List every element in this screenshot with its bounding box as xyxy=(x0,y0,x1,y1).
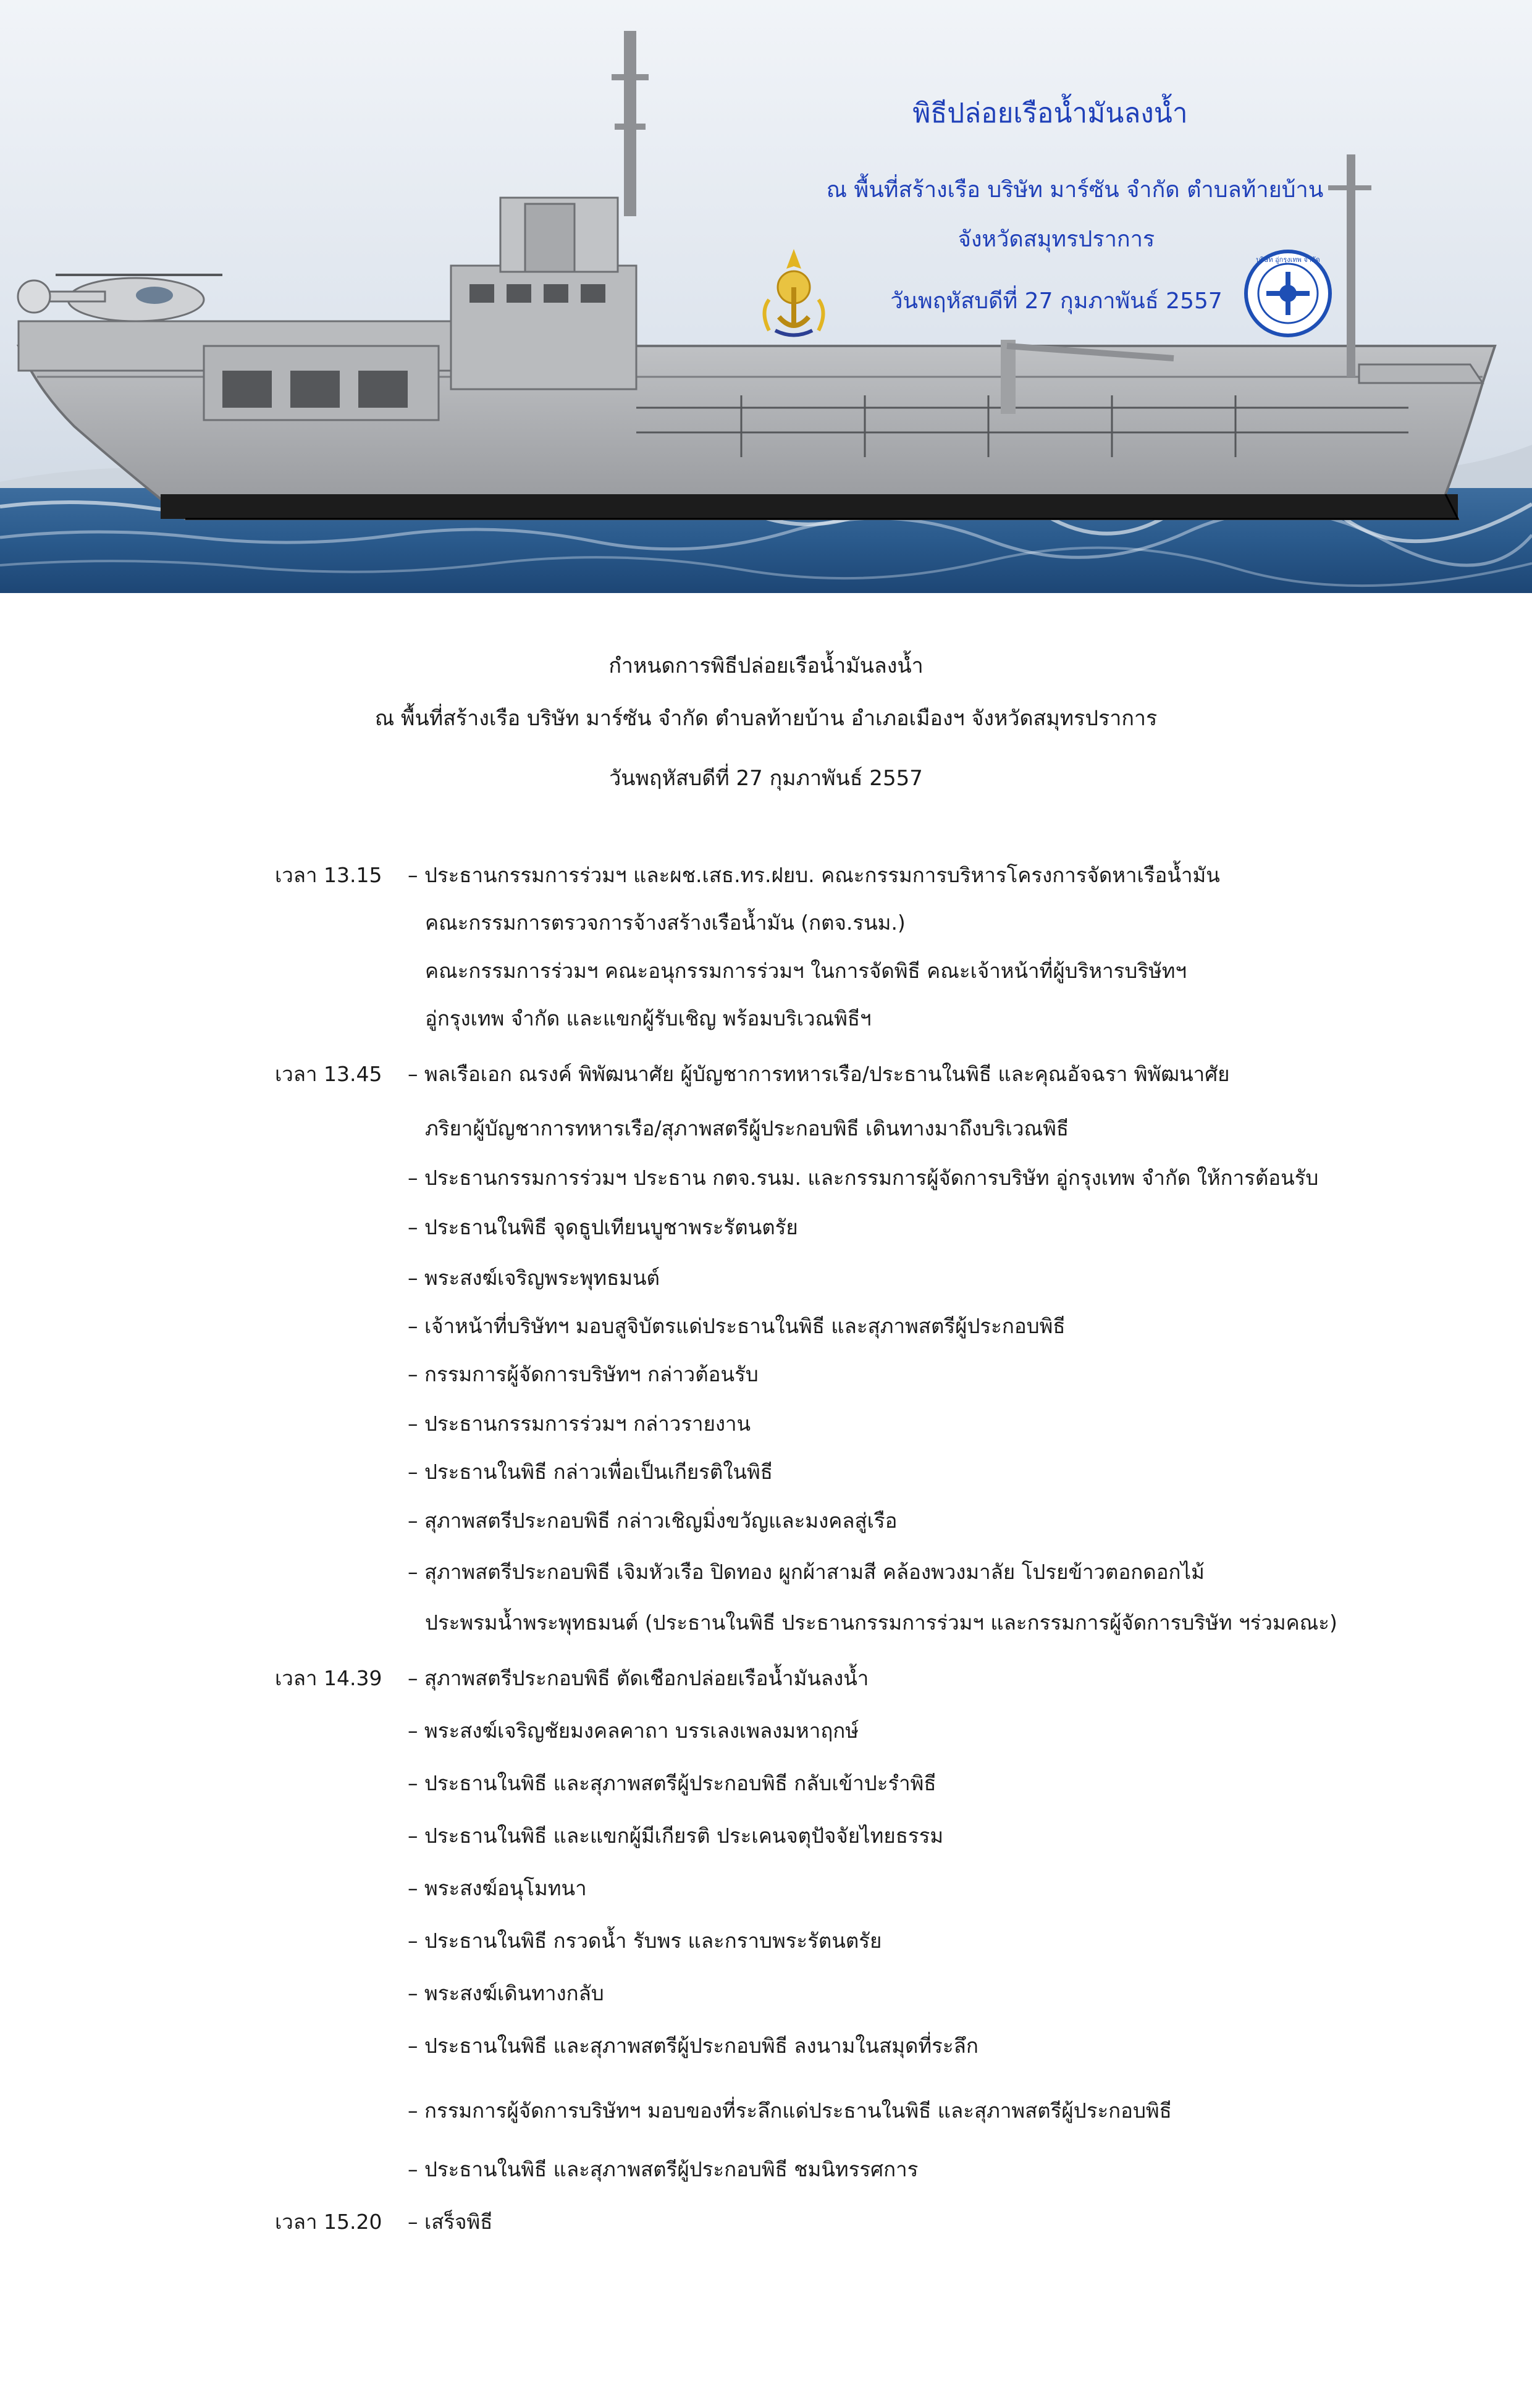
schedule-date: วันพฤหัสบดีที่ 27 กุมภาพันธ์ 2557 xyxy=(609,766,923,791)
schedule-line: – ประธานกรรมการร่วมฯ ประธาน กตจ.รนม. และกรรมการผู้จัดการบริษัท อู่กรุงเทพ จำกัด ให้การต้อนรับ xyxy=(408,1166,1319,1190)
schedule-line: – ประธานในพิธี และสุภาพสตรีผู้ประกอบพิธี กลับเข้าปะรำพิธี xyxy=(408,1771,936,1795)
schedule-title: กำหนดการพิธีปล่อยเรือน้ำมันลงน้ำ xyxy=(608,654,924,678)
time-1439: เวลา 14.39 xyxy=(275,1666,382,1690)
schedule-line: ประพรมน้ำพระพุทธมนต์ (ประธานในพิธี ประธานกรรมการร่วมฯ และกรรมการผู้จัดการบริษัท ฯร่วมคณะ) xyxy=(425,1610,1337,1635)
schedule-location: ณ พื้นที่สร้างเรือ บริษัท มาร์ซัน จำกัด ตำบลท้ายบ้าน อำเภอเมืองฯ จังหวัดสมุทรปราการ xyxy=(374,706,1158,731)
schedule-line: – พระสงฆ์เจริญพระพุทธมนต์ xyxy=(408,1266,660,1290)
time-1520: เวลา 15.20 xyxy=(275,2210,382,2234)
schedule-line: คณะกรรมการตรวจการจ้างสร้างเรือน้ำมัน (กตจ.รนม.) xyxy=(425,911,906,935)
schedule-line: – พระสงฆ์อนุโมทนา xyxy=(408,1876,587,1900)
time-1315: เวลา 13.15 xyxy=(275,863,382,887)
banner-title: พิธีปล่อยเรือน้ำมันลงน้ำ xyxy=(912,98,1188,129)
schedule-line: – ประธานกรรมการร่วมฯ และผช.เสธ.ทร.ฝยบ. คณะกรรมการบริหารโครงการจัดหาเรือน้ำมัน xyxy=(408,863,1220,887)
time-1345: เวลา 13.45 xyxy=(275,1062,382,1086)
schedule-line: – ประธานในพิธี และแขกผู้มีเกียรติ ประเคนจตุปัจจัยไทยธรรม xyxy=(408,1824,944,1848)
header-banner xyxy=(0,0,1532,593)
schedule-line: – พลเรือเอก ณรงค์ พิพัฒนาศัย ผู้บัญชาการทหารเรือ/ประธานในพิธี และคุณอัจฉรา พิพัฒนาศัย xyxy=(408,1062,1230,1086)
schedule-line: – กรรมการผู้จัดการบริษัทฯ กล่าวต้อนรับ xyxy=(408,1362,759,1386)
schedule-line: – เสร็จพิธี xyxy=(408,2210,493,2234)
schedule-line: – ประธานในพิธี กล่าวเพื่อเป็นเกียรติในพิธี xyxy=(408,1460,773,1484)
banner-province: จังหวัดสมุทรปราการ xyxy=(958,227,1155,252)
schedule-line: – ประธานกรรมการร่วมฯ กล่าวรายงาน xyxy=(408,1412,751,1436)
schedule-line: – สุภาพสตรีประกอบพิธี เจิมหัวเรือ ปิดทอง ผูกผ้าสามสี คล้องพวงมาลัย โปรยข้าวตอกดอกไม้ xyxy=(408,1560,1205,1584)
banner-location: ณ พื้นที่สร้างเรือ บริษัท มาร์ซัน จำกัด ตำบลท้ายบ้าน xyxy=(826,177,1324,203)
schedule-line: – ประธานในพิธี และสุภาพสตรีผู้ประกอบพิธี ลงนามในสมุดที่ระลึก xyxy=(408,2034,979,2058)
schedule-line: – พระสงฆ์เจริญชัยมงคลคาถา บรรเลงเพลงมหาฤกษ์ xyxy=(408,1719,859,1743)
schedule-line: คณะกรรมการร่วมฯ คณะอนุกรรมการร่วมฯ ในการจัดพิธี คณะเจ้าหน้าที่ผู้บริหารบริษัทฯ xyxy=(425,959,1187,983)
schedule-line: – สุภาพสตรีประกอบพิธี ตัดเชือกปล่อยเรือน้ำมันลงน้ำ xyxy=(408,1666,869,1690)
schedule-line: อู่กรุงเทพ จำกัด และแขกผู้รับเชิญ พร้อมบริเวณพิธีฯ xyxy=(425,1006,872,1030)
schedule-line: – ประธานในพิธี และสุภาพสตรีผู้ประกอบพิธี ชมนิทรรศการ xyxy=(408,2157,919,2181)
banner-date: วันพฤหัสบดีที่ 27 กุมภาพันธ์ 2557 xyxy=(890,288,1223,314)
schedule-line: – สุภาพสตรีประกอบพิธี กล่าวเชิญมิ่งขวัญและมงคลสู่เรือ xyxy=(408,1509,898,1533)
schedule-line: ภริยาผู้บัญชาการทหารเรือ/สุภาพสตรีผู้ประกอบพิธี เดินทางมาถึงบริเวณพิธี xyxy=(425,1116,1069,1140)
logo-text: บริษัท อู่กรุงเทพ จำกัด xyxy=(1256,256,1320,264)
schedule-line: – พระสงฆ์เดินทางกลับ xyxy=(408,1981,604,2005)
schedule-line: – ประธานในพิธี กรวดน้ำ รับพร และกราบพระรัตนตรัย xyxy=(408,1929,882,1953)
schedule-line: – ประธานในพิธี จุดธูปเทียนบูชาพระรัตนตรัย xyxy=(408,1215,798,1239)
schedule-line: – กรรมการผู้จัดการบริษัทฯ มอบของที่ระลึกแด่ประธานในพิธี และสุภาพสตรีผู้ประกอบพิธี xyxy=(408,2099,1172,2123)
schedule-line: – เจ้าหน้าที่บริษัทฯ มอบสูจิบัตรแด่ประธานในพิธี และสุภาพสตรีผู้ประกอบพิธี xyxy=(408,1314,1066,1338)
